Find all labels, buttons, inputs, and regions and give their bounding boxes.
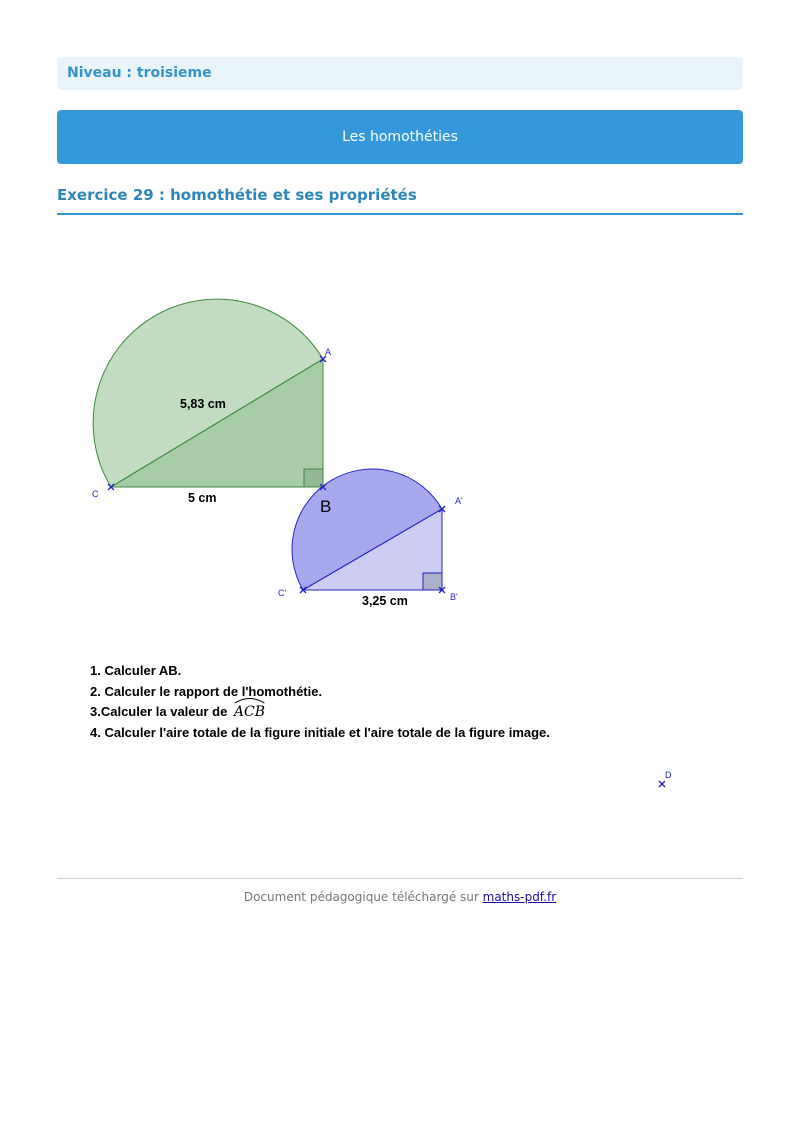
angle-hat-icon bbox=[234, 696, 265, 704]
footer-divider bbox=[57, 878, 743, 879]
question-list bbox=[90, 661, 550, 743]
label-A: A bbox=[325, 347, 332, 357]
point-D-marker bbox=[659, 781, 665, 787]
footer-text: Document pédagogique téléchargé sur bbox=[243, 890, 483, 904]
question-2: 2. Calculer le rapport de l'homothétie. bbox=[90, 683, 323, 699]
question-4: 4. Calculer l'aire totale de la figure initiale et l'aire totale de la figure image. bbox=[90, 724, 550, 740]
length-AC-label: 5,83 cm bbox=[180, 397, 226, 411]
exercise-title-text: Exercice 29 : homothétie et ses propriétés bbox=[57, 186, 417, 204]
label-B-prime: B' bbox=[450, 592, 458, 602]
question-3-text: 3.Calculer la valeur de bbox=[90, 704, 231, 719]
question-3 bbox=[90, 702, 550, 723]
footer-link[interactable]: maths-pdf.fr bbox=[482, 890, 557, 904]
length-CB-prime-label: 3,25 cm bbox=[362, 594, 408, 608]
length-CB-label: 5 cm bbox=[188, 491, 217, 505]
label-C-prime: C' bbox=[278, 588, 287, 598]
level-label: Niveau : troisieme bbox=[67, 65, 212, 81]
question-1: 1. Calculer AB. bbox=[90, 663, 182, 678]
angle-acb bbox=[234, 702, 265, 723]
footer bbox=[0, 890, 800, 904]
label-A-prime: A' bbox=[455, 496, 463, 506]
label-B: B bbox=[320, 497, 332, 516]
angle-acb-text: ACB bbox=[233, 704, 266, 720]
label-D: D bbox=[665, 770, 672, 780]
chapter-title: Les homothéties bbox=[342, 129, 458, 145]
label-C: C bbox=[92, 489, 99, 499]
